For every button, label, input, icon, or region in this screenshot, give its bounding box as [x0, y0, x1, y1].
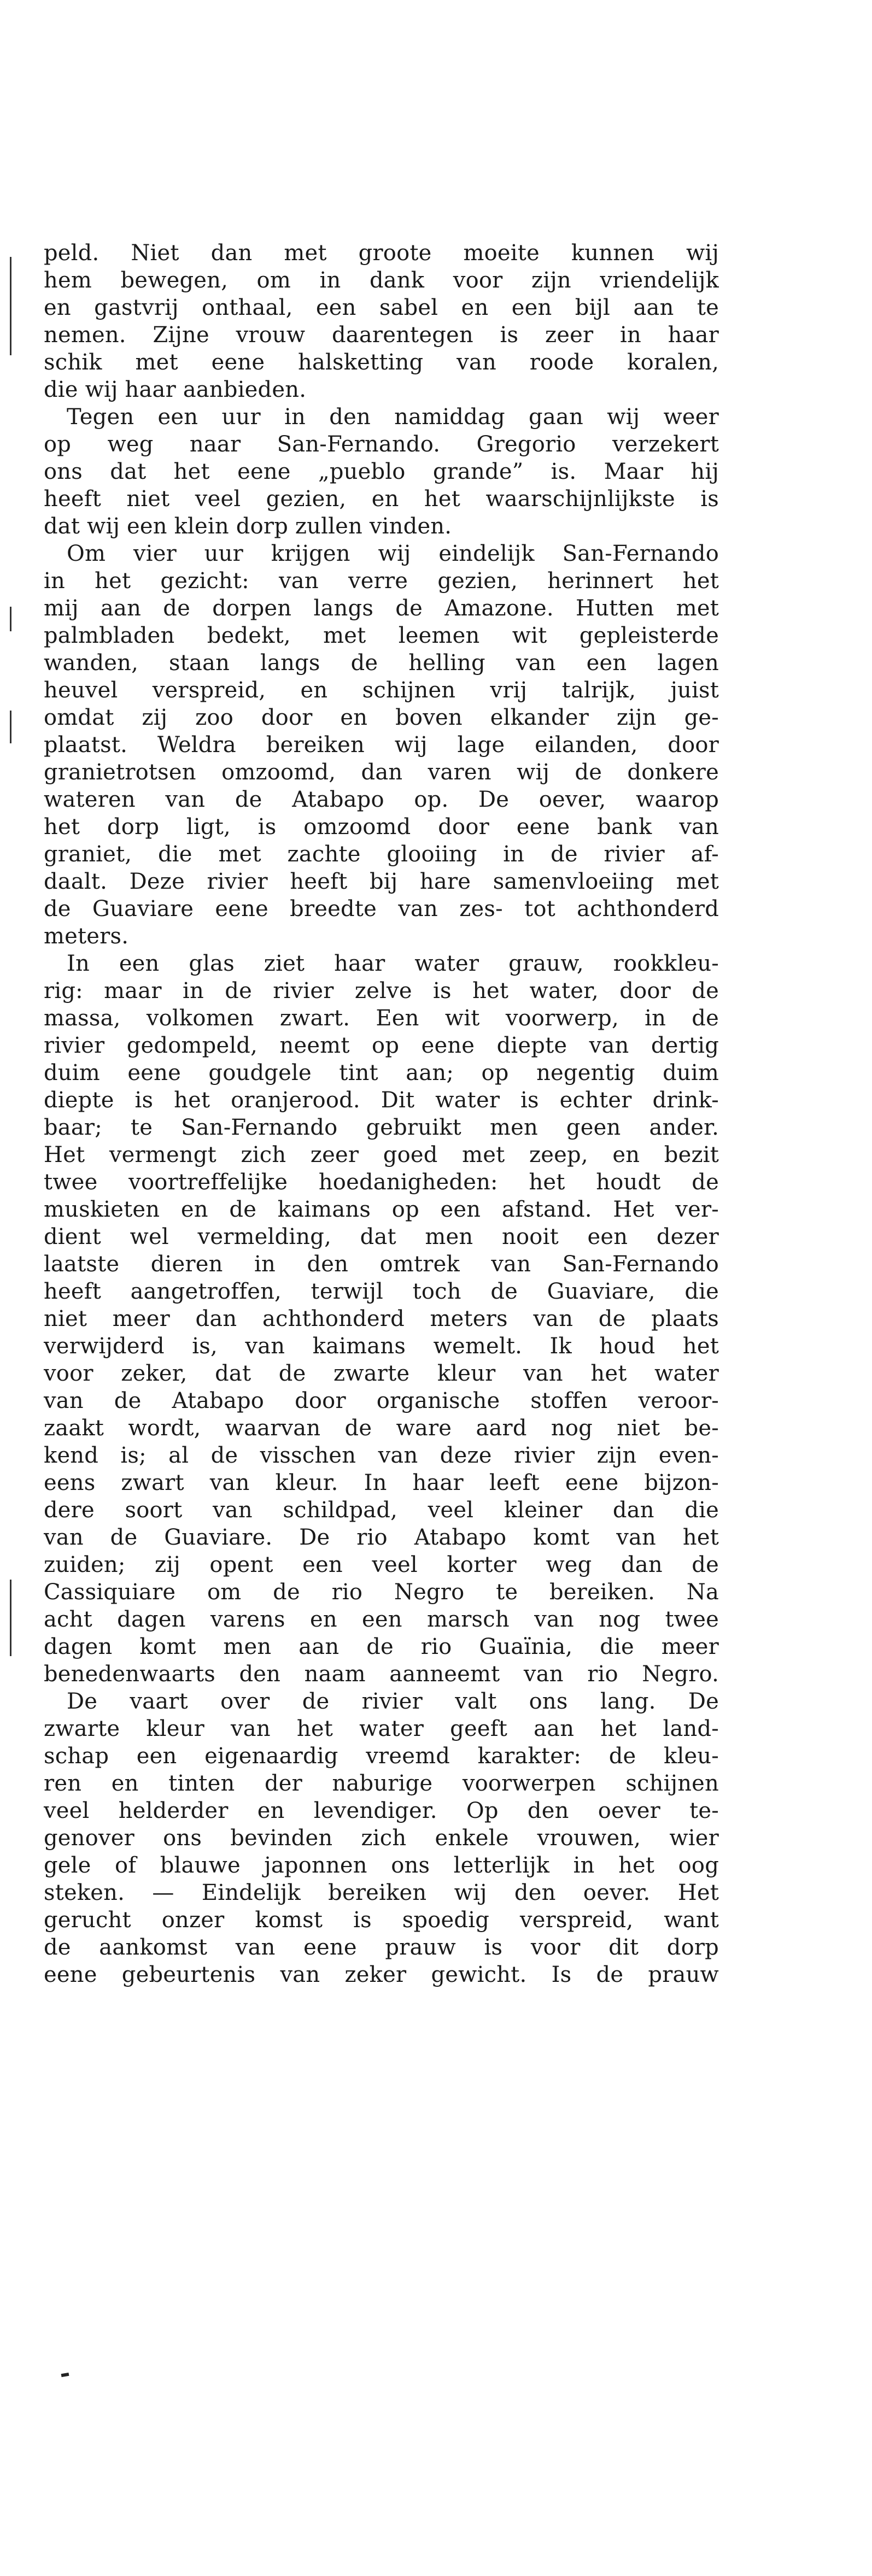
text-line: diepte is het oranjerood. Dit water is echter drink- [44, 1088, 719, 1113]
text-line: laatste dieren in den omtrek van San-Fernando [44, 1252, 719, 1277]
text-line: wateren van de Atabapo op. De oever, waarop [44, 787, 719, 812]
text-line: wanden, staan langs de helling van een lagen [44, 650, 719, 676]
text-line: baar; te San-Fernando gebruikt men geen ander. [44, 1115, 719, 1140]
text-line: hem bewegen, om in dank voor zijn vriendelijk [44, 268, 719, 293]
text-line: ren en tinten der naburige voorwerpen schijnen [44, 1771, 719, 1796]
text-line: omdat zij zoo door en boven elkander zijn ge- [44, 705, 719, 730]
text-line: het dorp ligt, is omzoomd door eene bank van [44, 814, 719, 840]
text-line: daalt. Deze rivier heeft bij hare samenvloeiing met [44, 869, 719, 894]
text-line: steken. — Eindelijk bereiken wij den oever. Het [44, 1880, 719, 1905]
text-line: De vaart over de rivier valt ons lang. De [67, 1689, 719, 1714]
text-line: heuvel verspreid, en schijnen vrij talrijk, juist [44, 678, 719, 703]
text-line: Tegen een uur in den namiddag gaan wij weer [67, 404, 719, 430]
text-line: duim eene goudgele tint aan; op negentig duim [44, 1060, 719, 1085]
text-line: gerucht onzer komst is spoedig verspreid, want [44, 1908, 719, 1933]
margin-mark [10, 1580, 11, 1656]
text-line: In een glas ziet haar water grauw, rookkleu- [67, 951, 719, 976]
text-line: meters. [44, 924, 129, 949]
text-line: dat wij een klein dorp zullen vinden. [44, 514, 452, 539]
body-text [44, 240, 719, 1990]
text-line: van de Guaviare. De rio Atabapo komt van het [44, 1525, 719, 1550]
text-line: en gastvrij onthaal, een sabel en een bijl aan te [44, 295, 719, 320]
text-line: kend is; al de visschen van deze rivier zijn even- [44, 1443, 719, 1468]
text-line: plaatst. Weldra bereiken wij lage eilanden, door [44, 732, 719, 758]
text-line: ons dat het eene „pueblo grande” is. Maar hij [44, 459, 719, 484]
text-line: rig: maar in de rivier zelve is het water, door de [44, 978, 719, 1004]
ink-mark [61, 2373, 69, 2377]
text-line: granietrotsen omzoomd, dan varen wij de donkere [44, 760, 719, 785]
text-line: graniet, die met zachte glooiing in de rivier af- [44, 842, 719, 867]
text-line: dient wel vermelding, dat men nooit een dezer [44, 1224, 719, 1249]
text-line: twee voortreffelijke hoedanigheden: het houdt de [44, 1170, 719, 1195]
text-line: mij aan de dorpen langs de Amazone. Hutten met [44, 596, 719, 621]
margin-mark [10, 711, 11, 743]
text-line: voor zeker, dat de zwarte kleur van het water [44, 1361, 719, 1386]
text-line: heeft niet veel gezien, en het waarschijnlijkste is [44, 486, 719, 512]
text-line: genover ons bevinden zich enkele vrouwen, wier [44, 1826, 719, 1851]
text-line: verwijderd is, van kaimans wemelt. Ik houd het [44, 1334, 719, 1359]
text-line: dagen komt men aan de rio Guaïnia, die meer [44, 1634, 719, 1659]
text-line: zaakt wordt, waarvan de ware aard nog niet be- [44, 1416, 719, 1441]
text-line: op weg naar San-Fernando. Gregorio verzekert [44, 432, 719, 457]
text-line: die wij haar aanbieden. [44, 377, 307, 402]
text-line: Cassiquiare om de rio Negro te bereiken. Na [44, 1580, 719, 1605]
text-line: rivier gedompeld, neemt op eene diepte van dertig [44, 1033, 719, 1058]
text-line: Om vier uur krijgen wij eindelijk San-Fernando [67, 541, 719, 566]
text-line: van de Atabapo door organische stoffen veroor- [44, 1388, 719, 1413]
text-line: dere soort van schildpad, veel kleiner dan die [44, 1498, 719, 1523]
text-line: massa, volkomen zwart. Een wit voorwerp, in de [44, 1006, 719, 1031]
text-line: schik met eene halsketting van roode koralen, [44, 350, 719, 375]
text-line: de Guaviare eene breedte van zes- tot achthonderd [44, 896, 719, 922]
margin-mark [10, 607, 11, 631]
text-line: in het gezicht: van verre gezien, herinnert het [44, 568, 719, 594]
text-line: veel helderder en levendiger. Op den oever te- [44, 1798, 719, 1823]
margin-mark [10, 257, 11, 355]
text-line: niet meer dan achthonderd meters van de plaats [44, 1306, 719, 1331]
text-line: eene gebeurtenis van zeker gewicht. Is de prauw [44, 1962, 719, 1987]
text-line: heeft aangetroffen, terwijl toch de Guaviare, die [44, 1279, 719, 1304]
text-line: zwarte kleur van het water geeft aan het land- [44, 1716, 719, 1741]
text-line: palmbladen bedekt, met leemen wit gepleisterde [44, 623, 719, 648]
text-line: schap een eigenaardig vreemd karakter: de kleu- [44, 1744, 719, 1769]
text-line: Het vermengt zich zeer goed met zeep, en bezit [44, 1142, 719, 1167]
text-line: de aankomst van eene prauw is voor dit dorp [44, 1935, 719, 1960]
text-line: zuiden; zij opent een veel korter weg dan de [44, 1552, 719, 1577]
text-line: acht dagen varens en een marsch van nog twee [44, 1607, 719, 1632]
text-line: nemen. Zijne vrouw daarentegen is zeer in haar [44, 322, 719, 348]
text-line: peld. Niet dan met groote moeite kunnen wij [44, 240, 719, 266]
text-line: benedenwaarts den naam aanneemt van rio Negro. [44, 1662, 719, 1687]
text-line: eens zwart van kleur. In haar leeft eene bijzon- [44, 1470, 719, 1495]
text-line: gele of blauwe japonnen ons letterlijk in het oog [44, 1853, 719, 1878]
text-line: muskieten en de kaimans op een afstand. Het ver- [44, 1197, 719, 1222]
